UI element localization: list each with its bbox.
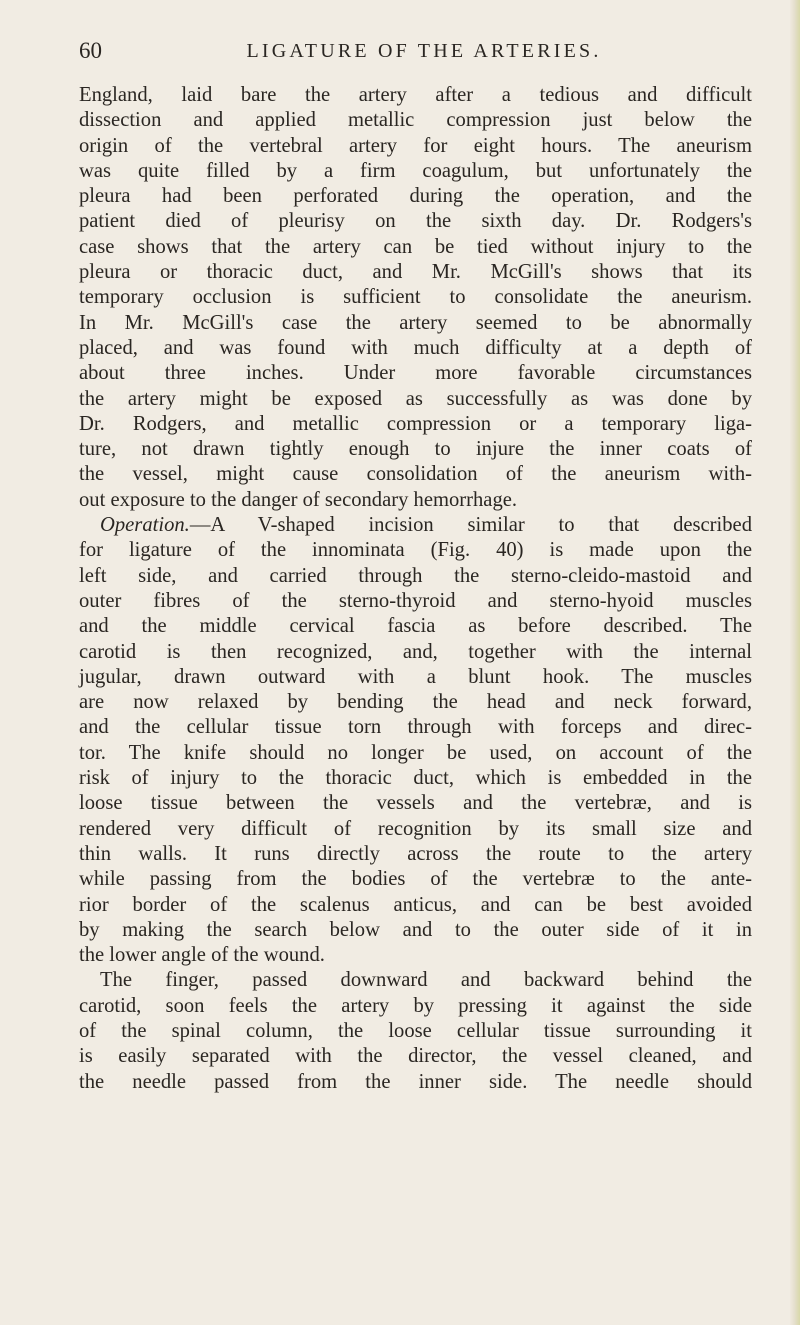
section-heading: Operation. (100, 514, 190, 537)
text-line: was quite filled by a firm coagulum, but unfortunately the (79, 159, 752, 182)
text-line: the artery might be exposed as successfully as was done by (79, 387, 752, 410)
text-line: risk of injury to the thoracic duct, which is embedded in the (79, 767, 752, 790)
text-line: of the spinal column, the loose cellular tissue surrounding it (79, 1019, 752, 1042)
text-line (79, 513, 752, 538)
text-line: the vessel, might cause consolidation of the aneurism with- (79, 463, 752, 486)
running-head: LIGATURE OF THE ARTERIES. (246, 40, 602, 62)
text-line: outer fibres of the sterno-thyroid and sterno-hyoid muscles (79, 589, 752, 612)
paragraph (79, 83, 752, 513)
text-line: temporary occlusion is sufficient to consolidate the aneurism. (79, 286, 752, 309)
text-line: rendered very difficult of recognition by its small size and (79, 817, 752, 840)
text-line: dissection and applied metallic compression just below the (79, 109, 752, 132)
text-line: carotid, soon feels the artery by pressing it against the side (79, 994, 752, 1017)
text-line: left side, and carried through the sterno-cleido-mastoid and (79, 564, 752, 587)
text-line: jugular, drawn outward with a blunt hook. The muscles (79, 665, 752, 688)
text-line: The finger, passed downward and backward behind the (100, 969, 752, 992)
paragraph (79, 513, 752, 968)
text-line: the needle passed from the inner side. The needle should (79, 1070, 752, 1093)
text-run: —A V-shaped incision similar to that described (189, 514, 752, 537)
text-line: thin walls. It runs directly across the route to the artery (79, 842, 752, 865)
text-line: ture, not drawn tightly enough to injure the inner coats of (79, 438, 752, 461)
page-number: 60 (79, 38, 102, 63)
text-line: case shows that the artery can be tied without injury to the (79, 235, 752, 258)
text-line: England, laid bare the artery after a tedious and difficult (79, 84, 752, 106)
text-line: pleura or thoracic duct, and Mr. McGill's shows that its (79, 261, 752, 284)
page-header (79, 34, 749, 68)
text-line: by making the search below and to the outer side of it in (79, 918, 752, 941)
text-line: rior border of the scalenus anticus, and can be best avoided (79, 893, 752, 916)
text-line: carotid is then recognized, and, together with the internal (79, 640, 752, 663)
text-line: are now relaxed by bending the head and neck forward, (79, 691, 752, 714)
page-edge (790, 0, 800, 1325)
text-line: Dr. Rodgers, and metallic compression or a temporary liga- (79, 412, 752, 435)
text-line: placed, and was found with much difficulty at a depth of (79, 336, 752, 359)
text-line: for ligature of the innominata (Fig. 40) is made upon the (79, 539, 752, 562)
text-line: while passing from the bodies of the vertebræ to the ante- (79, 868, 752, 891)
text-line: tor. The knife should no longer be used, on account of the (79, 741, 752, 764)
paragraph (79, 968, 752, 1094)
text-line: pleura had been perforated during the operation, and the (79, 185, 752, 208)
text-line: loose tissue between the vessels and the vertebræ, and is (79, 792, 752, 815)
text-line: origin of the vertebral artery for eight hours. The aneurism (79, 134, 752, 157)
text-line: is easily separated with the director, the vessel cleaned, and (79, 1045, 752, 1068)
body-text (79, 83, 752, 1095)
text-line: the lower angle of the wound. (79, 944, 325, 967)
text-line: patient died of pleurisy on the sixth day. Dr. Rodgers's (79, 210, 752, 233)
text-line: and the middle cervical fascia as before described. The (79, 615, 752, 638)
text-line: In Mr. McGill's case the artery seemed to be abnormally (79, 311, 752, 334)
text-line: about three inches. Under more favorable circumstances (79, 362, 752, 385)
text-line: out exposure to the danger of secondary hemorrhage. (79, 488, 518, 511)
text-line: and the cellular tissue torn through with forceps and direc- (79, 716, 752, 739)
